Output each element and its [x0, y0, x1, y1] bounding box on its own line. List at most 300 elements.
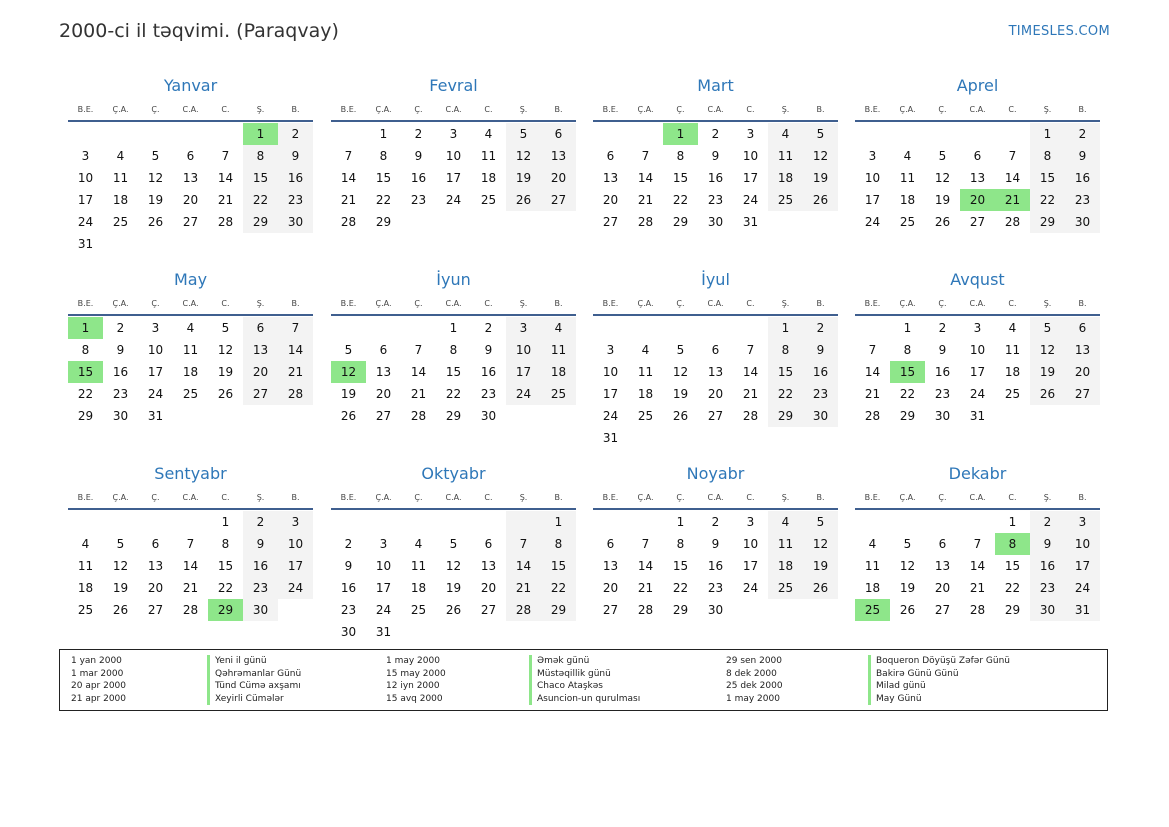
day-cell[interactable]: 8: [1030, 145, 1065, 167]
day-cell[interactable]: 25: [77, 603, 94, 617]
day-cell[interactable]: 23: [707, 193, 724, 207]
day-cell[interactable]: 5: [344, 343, 353, 357]
day-cell[interactable]: 23: [278, 189, 313, 211]
day-cell[interactable]: 14: [969, 559, 986, 573]
day-cell[interactable]: 4: [116, 149, 125, 163]
day-cell[interactable]: 14: [1004, 171, 1021, 185]
day-cell[interactable]: 31: [147, 409, 164, 423]
day-cell[interactable]: 7: [506, 533, 541, 555]
day-cell[interactable]: 31: [742, 215, 759, 229]
day-cell[interactable]: 4: [1008, 321, 1017, 335]
holiday-day-cell[interactable]: 15: [68, 361, 103, 383]
day-cell[interactable]: 20: [243, 361, 278, 383]
day-cell[interactable]: 5: [938, 149, 947, 163]
day-cell[interactable]: 11: [899, 171, 916, 185]
day-cell[interactable]: 1: [1008, 515, 1017, 529]
day-cell[interactable]: 12: [672, 365, 689, 379]
day-cell[interactable]: 13: [375, 365, 392, 379]
holiday-day-cell[interactable]: 15: [890, 361, 925, 383]
day-cell[interactable]: 6: [938, 537, 947, 551]
day-cell[interactable]: 21: [278, 361, 313, 383]
day-cell[interactable]: 28: [1004, 215, 1021, 229]
day-cell[interactable]: 14: [217, 171, 234, 185]
holiday-day-cell[interactable]: 12: [331, 361, 366, 383]
day-cell[interactable]: 15: [541, 555, 576, 577]
day-cell[interactable]: 24: [969, 387, 986, 401]
day-cell[interactable]: 31: [1065, 599, 1100, 621]
day-cell[interactable]: 7: [186, 537, 195, 551]
day-cell[interactable]: 1: [221, 515, 230, 529]
day-cell[interactable]: 26: [112, 603, 129, 617]
day-cell[interactable]: 19: [934, 193, 951, 207]
day-cell[interactable]: 29: [899, 409, 916, 423]
day-cell[interactable]: 15: [1004, 559, 1021, 573]
day-cell[interactable]: 17: [1065, 555, 1100, 577]
day-cell[interactable]: 31: [77, 237, 94, 251]
day-cell[interactable]: 8: [768, 339, 803, 361]
day-cell[interactable]: 17: [864, 193, 881, 207]
day-cell[interactable]: 26: [445, 603, 462, 617]
day-cell[interactable]: 28: [864, 409, 881, 423]
day-cell[interactable]: 29: [541, 599, 576, 621]
day-cell[interactable]: 24: [445, 193, 462, 207]
day-cell[interactable]: 22: [899, 387, 916, 401]
day-cell[interactable]: 19: [899, 581, 916, 595]
day-cell[interactable]: 17: [969, 365, 986, 379]
day-cell[interactable]: 19: [340, 387, 357, 401]
day-cell[interactable]: 10: [602, 365, 619, 379]
day-cell[interactable]: 16: [1065, 167, 1100, 189]
day-cell[interactable]: 4: [541, 317, 576, 339]
day-cell[interactable]: 26: [147, 215, 164, 229]
day-cell[interactable]: 13: [1065, 339, 1100, 361]
day-cell[interactable]: 16: [410, 171, 427, 185]
day-cell[interactable]: 15: [445, 365, 462, 379]
day-cell[interactable]: 13: [602, 171, 619, 185]
day-cell[interactable]: 18: [768, 555, 803, 577]
day-cell[interactable]: 2: [711, 515, 720, 529]
day-cell[interactable]: 31: [375, 625, 392, 639]
day-cell[interactable]: 15: [243, 167, 278, 189]
day-cell[interactable]: 2: [484, 321, 493, 335]
day-cell[interactable]: 7: [221, 149, 230, 163]
day-cell[interactable]: 21: [969, 581, 986, 595]
day-cell[interactable]: 2: [711, 127, 720, 141]
day-cell[interactable]: 4: [903, 149, 912, 163]
day-cell[interactable]: 27: [969, 215, 986, 229]
day-cell[interactable]: 20: [934, 581, 951, 595]
day-cell[interactable]: 30: [278, 211, 313, 233]
day-cell[interactable]: 6: [606, 537, 615, 551]
day-cell[interactable]: 23: [934, 387, 951, 401]
holiday-day-cell[interactable]: 21: [995, 189, 1030, 211]
day-cell[interactable]: 5: [116, 537, 125, 551]
day-cell[interactable]: 23: [707, 581, 724, 595]
day-cell[interactable]: 5: [151, 149, 160, 163]
day-cell[interactable]: 11: [541, 339, 576, 361]
day-cell[interactable]: 28: [410, 409, 427, 423]
day-cell[interactable]: 7: [641, 149, 650, 163]
day-cell[interactable]: 12: [112, 559, 129, 573]
day-cell[interactable]: 9: [803, 339, 838, 361]
day-cell[interactable]: 28: [278, 383, 313, 405]
day-cell[interactable]: 26: [803, 577, 838, 599]
day-cell[interactable]: 10: [445, 149, 462, 163]
day-cell[interactable]: 30: [243, 599, 278, 621]
day-cell[interactable]: 6: [973, 149, 982, 163]
day-cell[interactable]: 28: [637, 603, 654, 617]
day-cell[interactable]: 17: [77, 193, 94, 207]
day-cell[interactable]: 13: [969, 171, 986, 185]
day-cell[interactable]: 6: [606, 149, 615, 163]
day-cell[interactable]: 4: [484, 127, 493, 141]
day-cell[interactable]: 10: [742, 537, 759, 551]
day-cell[interactable]: 30: [934, 409, 951, 423]
day-cell[interactable]: 27: [934, 603, 951, 617]
day-cell[interactable]: 11: [410, 559, 427, 573]
day-cell[interactable]: 24: [375, 603, 392, 617]
day-cell[interactable]: 11: [77, 559, 94, 573]
day-cell[interactable]: 16: [934, 365, 951, 379]
day-cell[interactable]: 17: [506, 361, 541, 383]
day-cell[interactable]: 20: [602, 193, 619, 207]
day-cell[interactable]: 11: [864, 559, 881, 573]
day-cell[interactable]: 5: [506, 123, 541, 145]
day-cell[interactable]: 19: [803, 555, 838, 577]
day-cell[interactable]: 22: [217, 581, 234, 595]
day-cell[interactable]: 14: [742, 365, 759, 379]
day-cell[interactable]: 12: [445, 559, 462, 573]
day-cell[interactable]: 14: [864, 365, 881, 379]
day-cell[interactable]: 12: [1030, 339, 1065, 361]
day-cell[interactable]: 27: [182, 215, 199, 229]
day-cell[interactable]: 9: [711, 537, 720, 551]
day-cell[interactable]: 18: [637, 387, 654, 401]
day-cell[interactable]: 17: [445, 171, 462, 185]
day-cell[interactable]: 3: [449, 127, 458, 141]
day-cell[interactable]: 1: [768, 317, 803, 339]
day-cell[interactable]: 17: [602, 387, 619, 401]
day-cell[interactable]: 30: [340, 625, 357, 639]
day-cell[interactable]: 25: [768, 577, 803, 599]
day-cell[interactable]: 17: [742, 559, 759, 573]
day-cell[interactable]: 28: [506, 599, 541, 621]
day-cell[interactable]: 10: [969, 343, 986, 357]
day-cell[interactable]: 20: [707, 387, 724, 401]
day-cell[interactable]: 8: [379, 149, 388, 163]
day-cell[interactable]: 24: [506, 383, 541, 405]
day-cell[interactable]: 8: [541, 533, 576, 555]
day-cell[interactable]: 13: [182, 171, 199, 185]
day-cell[interactable]: 7: [868, 343, 877, 357]
day-cell[interactable]: 14: [506, 555, 541, 577]
day-cell[interactable]: 25: [637, 409, 654, 423]
day-cell[interactable]: 20: [1065, 361, 1100, 383]
day-cell[interactable]: 12: [899, 559, 916, 573]
day-cell[interactable]: 2: [938, 321, 947, 335]
day-cell[interactable]: 23: [1065, 189, 1100, 211]
day-cell[interactable]: 8: [243, 145, 278, 167]
day-cell[interactable]: 4: [768, 511, 803, 533]
day-cell[interactable]: 30: [1030, 599, 1065, 621]
day-cell[interactable]: 27: [707, 409, 724, 423]
day-cell[interactable]: 22: [1004, 581, 1021, 595]
day-cell[interactable]: 22: [672, 581, 689, 595]
day-cell[interactable]: 7: [414, 343, 423, 357]
day-cell[interactable]: 28: [217, 215, 234, 229]
day-cell[interactable]: 16: [707, 171, 724, 185]
day-cell[interactable]: 7: [746, 343, 755, 357]
day-cell[interactable]: 15: [672, 171, 689, 185]
day-cell[interactable]: 3: [1065, 511, 1100, 533]
day-cell[interactable]: 8: [903, 343, 912, 357]
day-cell[interactable]: 27: [541, 189, 576, 211]
day-cell[interactable]: 12: [217, 343, 234, 357]
day-cell[interactable]: 23: [243, 577, 278, 599]
day-cell[interactable]: 4: [868, 537, 877, 551]
day-cell[interactable]: 6: [186, 149, 195, 163]
day-cell[interactable]: 7: [278, 317, 313, 339]
day-cell[interactable]: 13: [707, 365, 724, 379]
day-cell[interactable]: 16: [243, 555, 278, 577]
day-cell[interactable]: 5: [803, 123, 838, 145]
day-cell[interactable]: 19: [672, 387, 689, 401]
day-cell[interactable]: 10: [147, 343, 164, 357]
day-cell[interactable]: 24: [77, 215, 94, 229]
day-cell[interactable]: 4: [414, 537, 423, 551]
day-cell[interactable]: 4: [186, 321, 195, 335]
day-cell[interactable]: 23: [1030, 577, 1065, 599]
day-cell[interactable]: 9: [243, 533, 278, 555]
day-cell[interactable]: 9: [116, 343, 125, 357]
day-cell[interactable]: 16: [112, 365, 129, 379]
day-cell[interactable]: 5: [903, 537, 912, 551]
day-cell[interactable]: 10: [506, 339, 541, 361]
day-cell[interactable]: 26: [340, 409, 357, 423]
day-cell[interactable]: 21: [742, 387, 759, 401]
day-cell[interactable]: 24: [864, 215, 881, 229]
day-cell[interactable]: 23: [803, 383, 838, 405]
day-cell[interactable]: 6: [1065, 317, 1100, 339]
day-cell[interactable]: 8: [676, 537, 685, 551]
day-cell[interactable]: 26: [1030, 383, 1065, 405]
day-cell[interactable]: 1: [676, 515, 685, 529]
day-cell[interactable]: 30: [480, 409, 497, 423]
day-cell[interactable]: 30: [1065, 211, 1100, 233]
day-cell[interactable]: 6: [484, 537, 493, 551]
day-cell[interactable]: 13: [934, 559, 951, 573]
day-cell[interactable]: 28: [182, 603, 199, 617]
day-cell[interactable]: 14: [278, 339, 313, 361]
day-cell[interactable]: 30: [707, 215, 724, 229]
day-cell[interactable]: 3: [606, 343, 615, 357]
day-cell[interactable]: 25: [899, 215, 916, 229]
day-cell[interactable]: 12: [803, 533, 838, 555]
day-cell[interactable]: 4: [81, 537, 90, 551]
day-cell[interactable]: 18: [480, 171, 497, 185]
day-cell[interactable]: 22: [1030, 189, 1065, 211]
day-cell[interactable]: 15: [672, 559, 689, 573]
day-cell[interactable]: 11: [768, 145, 803, 167]
day-cell[interactable]: 28: [742, 409, 759, 423]
day-cell[interactable]: 3: [746, 515, 755, 529]
day-cell[interactable]: 6: [243, 317, 278, 339]
day-cell[interactable]: 4: [641, 343, 650, 357]
day-cell[interactable]: 2: [278, 123, 313, 145]
day-cell[interactable]: 23: [112, 387, 129, 401]
day-cell[interactable]: 21: [506, 577, 541, 599]
day-cell[interactable]: 28: [969, 603, 986, 617]
day-cell[interactable]: 12: [803, 145, 838, 167]
day-cell[interactable]: 21: [410, 387, 427, 401]
day-cell[interactable]: 9: [711, 149, 720, 163]
day-cell[interactable]: 10: [278, 533, 313, 555]
day-cell[interactable]: 2: [414, 127, 423, 141]
day-cell[interactable]: 2: [116, 321, 125, 335]
day-cell[interactable]: 12: [506, 145, 541, 167]
day-cell[interactable]: 24: [742, 581, 759, 595]
day-cell[interactable]: 3: [973, 321, 982, 335]
holiday-day-cell[interactable]: 25: [855, 599, 890, 621]
day-cell[interactable]: 8: [676, 149, 685, 163]
day-cell[interactable]: 19: [147, 193, 164, 207]
day-cell[interactable]: 10: [742, 149, 759, 163]
day-cell[interactable]: 20: [182, 193, 199, 207]
day-cell[interactable]: 22: [768, 383, 803, 405]
day-cell[interactable]: 7: [1008, 149, 1017, 163]
day-cell[interactable]: 19: [506, 167, 541, 189]
day-cell[interactable]: 24: [742, 193, 759, 207]
day-cell[interactable]: 5: [449, 537, 458, 551]
day-cell[interactable]: 10: [77, 171, 94, 185]
day-cell[interactable]: 9: [414, 149, 423, 163]
day-cell[interactable]: 18: [864, 581, 881, 595]
day-cell[interactable]: 12: [147, 171, 164, 185]
day-cell[interactable]: 18: [899, 193, 916, 207]
day-cell[interactable]: 29: [672, 215, 689, 229]
day-cell[interactable]: 26: [217, 387, 234, 401]
day-cell[interactable]: 26: [899, 603, 916, 617]
day-cell[interactable]: 14: [410, 365, 427, 379]
day-cell[interactable]: 16: [480, 365, 497, 379]
day-cell[interactable]: 23: [410, 193, 427, 207]
day-cell[interactable]: 27: [1065, 383, 1100, 405]
day-cell[interactable]: 21: [217, 193, 234, 207]
day-cell[interactable]: 25: [541, 383, 576, 405]
day-cell[interactable]: 27: [602, 603, 619, 617]
day-cell[interactable]: 27: [243, 383, 278, 405]
day-cell[interactable]: 10: [864, 171, 881, 185]
day-cell[interactable]: 9: [938, 343, 947, 357]
day-cell[interactable]: 8: [449, 343, 458, 357]
holiday-day-cell[interactable]: 29: [208, 599, 243, 621]
day-cell[interactable]: 18: [77, 581, 94, 595]
day-cell[interactable]: 9: [278, 145, 313, 167]
day-cell[interactable]: 29: [77, 409, 94, 423]
day-cell[interactable]: 3: [868, 149, 877, 163]
day-cell[interactable]: 17: [278, 555, 313, 577]
day-cell[interactable]: 31: [602, 431, 619, 445]
day-cell[interactable]: 28: [340, 215, 357, 229]
day-cell[interactable]: 30: [803, 405, 838, 427]
day-cell[interactable]: 2: [1030, 511, 1065, 533]
day-cell[interactable]: 7: [344, 149, 353, 163]
day-cell[interactable]: 24: [278, 577, 313, 599]
day-cell[interactable]: 25: [182, 387, 199, 401]
day-cell[interactable]: 1: [903, 321, 912, 335]
day-cell[interactable]: 18: [1004, 365, 1021, 379]
day-cell[interactable]: 25: [112, 215, 129, 229]
day-cell[interactable]: 20: [147, 581, 164, 595]
day-cell[interactable]: 21: [864, 387, 881, 401]
day-cell[interactable]: 18: [410, 581, 427, 595]
day-cell[interactable]: 17: [742, 171, 759, 185]
day-cell[interactable]: 29: [445, 409, 462, 423]
day-cell[interactable]: 25: [768, 189, 803, 211]
day-cell[interactable]: 23: [480, 387, 497, 401]
day-cell[interactable]: 29: [1004, 603, 1021, 617]
day-cell[interactable]: 21: [182, 581, 199, 595]
day-cell[interactable]: 21: [340, 193, 357, 207]
day-cell[interactable]: 30: [707, 603, 724, 617]
day-cell[interactable]: 13: [480, 559, 497, 573]
day-cell[interactable]: 6: [541, 123, 576, 145]
day-cell[interactable]: 5: [1030, 317, 1065, 339]
day-cell[interactable]: 14: [637, 171, 654, 185]
day-cell[interactable]: 31: [969, 409, 986, 423]
day-cell[interactable]: 18: [541, 361, 576, 383]
day-cell[interactable]: 29: [375, 215, 392, 229]
day-cell[interactable]: 16: [340, 581, 357, 595]
day-cell[interactable]: 7: [973, 537, 982, 551]
day-cell[interactable]: 3: [379, 537, 388, 551]
day-cell[interactable]: 11: [112, 171, 129, 185]
day-cell[interactable]: 14: [637, 559, 654, 573]
day-cell[interactable]: 2: [344, 537, 353, 551]
day-cell[interactable]: 1: [379, 127, 388, 141]
holiday-day-cell[interactable]: 1: [663, 123, 698, 145]
day-cell[interactable]: 30: [112, 409, 129, 423]
day-cell[interactable]: 29: [672, 603, 689, 617]
day-cell[interactable]: 19: [1030, 361, 1065, 383]
day-cell[interactable]: 27: [602, 215, 619, 229]
day-cell[interactable]: 3: [506, 317, 541, 339]
day-cell[interactable]: 9: [344, 559, 353, 573]
day-cell[interactable]: 24: [147, 387, 164, 401]
day-cell[interactable]: 15: [1030, 167, 1065, 189]
day-cell[interactable]: 11: [1004, 343, 1021, 357]
day-cell[interactable]: 3: [151, 321, 160, 335]
day-cell[interactable]: 8: [81, 343, 90, 357]
day-cell[interactable]: 5: [676, 343, 685, 357]
day-cell[interactable]: 11: [768, 533, 803, 555]
day-cell[interactable]: 11: [637, 365, 654, 379]
day-cell[interactable]: 29: [768, 405, 803, 427]
day-cell[interactable]: 3: [81, 149, 90, 163]
day-cell[interactable]: 22: [375, 193, 392, 207]
day-cell[interactable]: 24: [1065, 577, 1100, 599]
day-cell[interactable]: 16: [707, 559, 724, 573]
day-cell[interactable]: 22: [541, 577, 576, 599]
day-cell[interactable]: 2: [803, 317, 838, 339]
day-cell[interactable]: 13: [541, 145, 576, 167]
day-cell[interactable]: 15: [768, 361, 803, 383]
day-cell[interactable]: 5: [803, 511, 838, 533]
day-cell[interactable]: 22: [445, 387, 462, 401]
day-cell[interactable]: 20: [375, 387, 392, 401]
day-cell[interactable]: 4: [768, 123, 803, 145]
day-cell[interactable]: 17: [375, 581, 392, 595]
